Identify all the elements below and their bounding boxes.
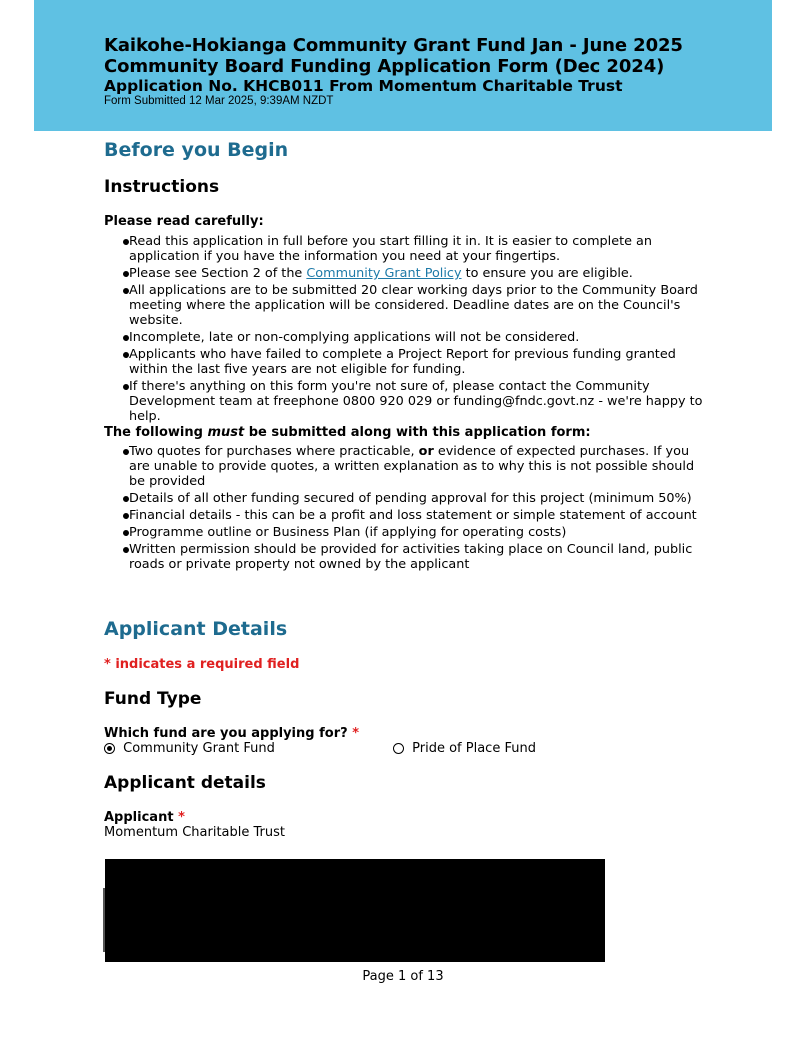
radio-community-grant-fund[interactable]: Community Grant Fund (104, 741, 275, 756)
list-item: Read this application in full before you start filling it in. It is easier to complete an application if you have the information you need at your fingertips. (104, 234, 704, 264)
community-grant-policy-link[interactable]: Community Grant Policy (306, 266, 462, 281)
bullet-icon (123, 513, 129, 519)
bullet-icon (123, 496, 129, 502)
list-item: If there's anything on this form you're not sure of, please contact the Community Development team at freephone 0800 920 029 or funding@fndc.govt.nz - we're happy to help. (104, 379, 704, 424)
form-title: Community Board Funding Application Form (Dec 2024) (104, 56, 665, 77)
applicant-label: Applicant * (104, 810, 185, 825)
list-item: Financial details - this can be a profit and loss statement or simple statement of account (104, 508, 704, 523)
instructions-list (104, 234, 704, 426)
must-submit-label: The following must be submitted along with this application form: (104, 425, 591, 440)
before-you-begin-heading: Before you Begin (104, 139, 289, 161)
list-item: Two quotes for purchases where practicable, or evidence of expected purchases. If you are unable to provide quotes, a written explanation as to why this is not possible should be provided (104, 444, 704, 489)
bullet-icon (123, 239, 129, 245)
radio-selected-icon[interactable] (104, 743, 115, 754)
fund-question-label: Which fund are you applying for? * (104, 726, 359, 741)
applicant-value: Momentum Charitable Trust (104, 825, 285, 840)
bullet-icon (123, 530, 129, 536)
required-field-note: * indicates a required field (104, 657, 300, 672)
required-star: * (178, 810, 185, 825)
list-item: Applicants who have failed to complete a Project Report for previous funding granted within the last five years are not eligible for funding. (104, 347, 704, 377)
page-number: Page 1 of 13 (362, 969, 444, 984)
list-item: All applications are to be submitted 20 clear working days prior to the Community Board meeting where the application will be considered. Deadline dates are on the Council's website. (104, 283, 704, 328)
radio-unselected-icon[interactable] (393, 743, 404, 754)
submitted-timestamp: Form Submitted 12 Mar 2025, 9:39AM NZDT (104, 95, 334, 107)
bullet-icon (123, 547, 129, 553)
applicant-details-heading: Applicant Details (104, 618, 288, 640)
list-item: Details of all other funding secured of pending approval for this project (minimum 50%) (104, 491, 704, 506)
bullet-icon (123, 335, 129, 341)
required-documents-list (104, 444, 704, 574)
bullet-icon (123, 288, 129, 294)
list-item: Please see Section 2 of the Community Grant Policy to ensure you are eligible. (104, 266, 704, 281)
bullet-icon (123, 449, 129, 455)
required-star: * (352, 726, 359, 741)
fund-title: Kaikohe-Hokianga Community Grant Fund Jan - June 2025 (104, 35, 683, 56)
redacted-block (105, 859, 605, 962)
header-banner (34, 0, 772, 131)
list-item: Programme outline or Business Plan (if applying for operating costs) (104, 525, 704, 540)
read-carefully-label: Please read carefully: (104, 214, 264, 229)
fund-type-heading: Fund Type (104, 689, 202, 709)
application-number: Application No. KHCB011 From Momentum Charitable Trust (104, 77, 623, 95)
applicant-details-subheading: Applicant details (104, 773, 266, 793)
radio-pride-of-place-fund[interactable]: Pride of Place Fund (393, 741, 536, 756)
instructions-heading: Instructions (104, 177, 220, 197)
list-item: Incomplete, late or non-complying applications will not be considered. (104, 330, 704, 345)
list-item: Written permission should be provided for activities taking place on Council land, public roads or private property not owned by the applicant (104, 542, 704, 572)
bullet-icon (123, 352, 129, 358)
bullet-icon (123, 384, 129, 390)
bullet-icon (123, 271, 129, 277)
